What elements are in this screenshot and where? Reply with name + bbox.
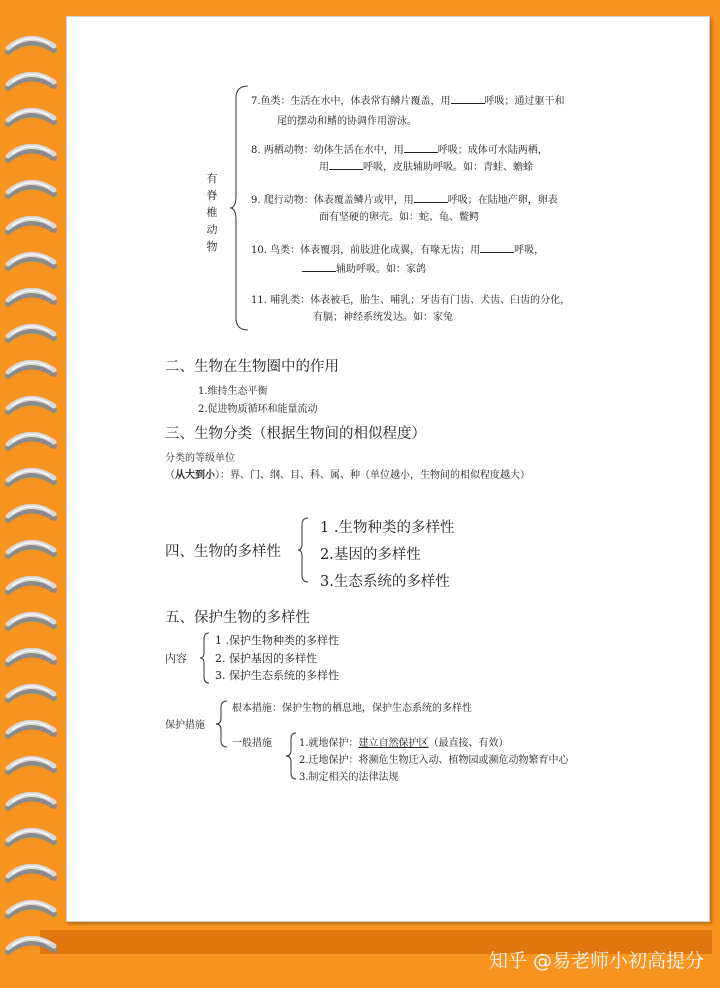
amphibian-line-1: 8. 两栖动物：幼体生活在水中，用 呼吸；成体可水陆两栖，	[251, 145, 548, 156]
spiral-ring	[8, 758, 54, 772]
spiral-ring	[8, 902, 54, 916]
content-label: 内容	[165, 652, 187, 665]
basic-measure: 根本措施：保护生物的栖息地，保护生态系统的多样性	[232, 703, 472, 714]
content-item: 2. 保护基因的多样性	[215, 652, 317, 665]
spiral-ring	[8, 470, 54, 484]
section-4-item: 1 .生物种类的多样性	[320, 520, 455, 536]
spiral-ring	[8, 686, 54, 700]
spiral-ring	[8, 182, 54, 196]
spiral-ring	[8, 830, 54, 844]
section-2-item: 2.促进物质循环和能量流动	[198, 404, 318, 415]
mammal-line-2: 有膈；神经系统发达。如：家兔	[313, 312, 453, 323]
section-4-brace	[298, 517, 312, 583]
spiral-ring	[8, 434, 54, 448]
spiral-ring	[8, 110, 54, 124]
bird-line-1: 10. 鸟类：体表覆羽，前肢进化成翼，有喙无齿；用 呼吸，	[251, 245, 545, 256]
section-2-title: 二、生物在生物圈中的作用	[165, 359, 339, 375]
spiral-ring	[8, 578, 54, 592]
spiral-ring	[8, 614, 54, 628]
section-3-title: 三、生物分类（根据生物间的相似程度）	[165, 426, 426, 442]
measures-label: 保护措施	[165, 720, 205, 731]
reptile-line-1: 9. 爬行动物：体表覆盖鳞片或甲，用 呼吸；在陆地产卵，卵表	[251, 195, 558, 206]
spiral-ring	[8, 146, 54, 160]
spiral-ring	[8, 38, 54, 52]
fill-blank	[414, 193, 448, 203]
mammal-line-1: 11. 哺乳类：体表被毛，胎生、哺乳；牙齿有门齿、犬齿、臼齿的分化，	[251, 295, 571, 306]
fill-blank	[404, 143, 438, 153]
section-4-item: 3.生态系统的多样性	[320, 574, 450, 590]
section-3-ranks: （从大到小）：界、门、纲、目、科、属、种（单位越小，生物间的相似程度越大）	[165, 470, 530, 481]
spiral-ring	[8, 398, 54, 412]
spiral-ring	[8, 794, 54, 808]
section-5-title: 五、保护生物的多样性	[165, 610, 310, 626]
bird-line-2: 辅助呼吸。如：家鸽	[302, 260, 426, 275]
section-3-subtitle: 分类的等级单位	[165, 453, 235, 464]
general-measure-3: 3.制定相关的法律法规	[299, 772, 399, 783]
spiral-ring	[8, 290, 54, 304]
content-item: 3. 保护生态系统的多样性	[215, 669, 339, 682]
general-measure-1: 1.就地保护：建立自然保护区（最直接、有效）	[299, 738, 509, 749]
fill-blank	[302, 262, 336, 272]
section-4-item: 2.基因的多样性	[320, 547, 421, 563]
section-4-title: 四、生物的多样性	[165, 544, 281, 560]
vertebrates-brace	[230, 84, 250, 332]
fill-blank	[480, 243, 514, 253]
general-measures-label: 一般措施	[232, 738, 272, 749]
spiral-ring	[8, 326, 54, 340]
spiral-ring	[8, 938, 54, 952]
fill-blank	[451, 94, 485, 104]
watermark: 知乎 @易老师小初高提分	[488, 950, 704, 972]
spiral-ring	[8, 254, 54, 268]
spiral-ring	[8, 74, 54, 88]
amphibian-line-2: 用 呼吸，皮肤辅助呼吸。如：青蛙、蟾蜍	[319, 162, 533, 173]
spiral-ring	[8, 650, 54, 664]
vertebrates-group-label: 有 脊 椎 动 物	[206, 172, 218, 253]
reptile-line-2: 面有坚硬的卵壳。如：蛇、龟、鳖鳄	[319, 212, 479, 223]
spiral-ring	[8, 362, 54, 376]
fill-blank	[329, 160, 363, 170]
fish-line-1: 7.鱼类：生活在水中，体表常有鳞片覆盖，用 呼吸；通过躯干和	[251, 96, 565, 107]
section-2-item: 1.维持生态平衡	[198, 386, 268, 397]
measures-brace	[216, 700, 230, 748]
spiral-ring	[8, 218, 54, 232]
fish-line-2: 尾的摆动和鳍的协调作用游泳。	[277, 116, 417, 127]
spiral-ring	[8, 506, 54, 520]
notebook-rings	[0, 0, 70, 988]
content-item: 1 .保护生物种类的多样性	[215, 634, 339, 647]
spiral-ring	[8, 722, 54, 736]
general-measure-2: 2.迁地保护：将濒危生物迁入动、植物园或濒危动物繁育中心	[299, 755, 569, 766]
general-measures-brace	[286, 732, 298, 780]
spiral-ring	[8, 542, 54, 556]
spiral-ring	[8, 866, 54, 880]
content-brace	[200, 632, 212, 684]
